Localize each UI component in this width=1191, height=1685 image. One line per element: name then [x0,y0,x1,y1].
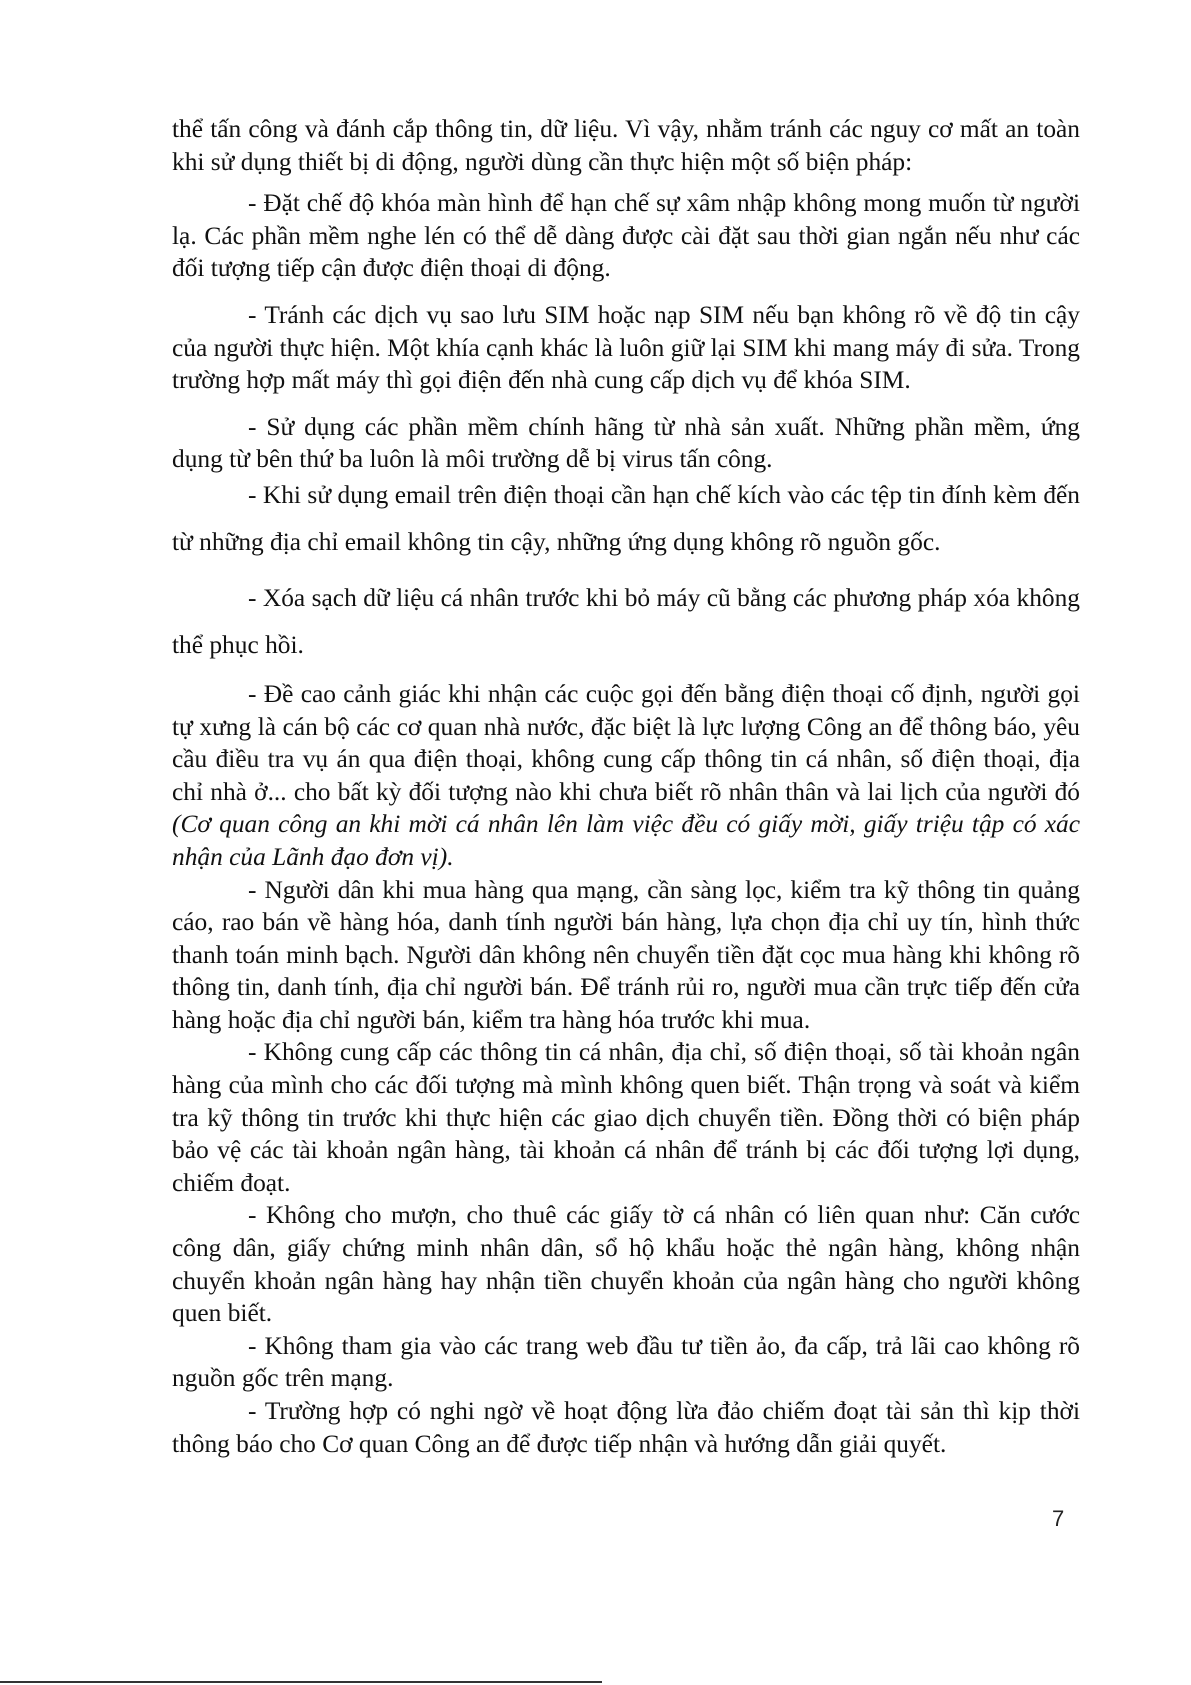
paragraph-official-software: - Sử dụng các phần mềm chính hãng từ nhà sản xuất. Những phần mềm, ứng dụng từ bên thứ ba luôn là môi trường dễ bị virus tấn công. [172,412,1080,474]
paragraph-online-shopping: - Người dân khi mua hàng qua mạng, cần sàng lọc, kiểm tra kỹ thông tin quảng cáo, rao bán về hàng hóa, danh tính người bán hàng, lựa chọn địa chỉ uy tín, hình thức thanh toán minh bạch. Người dân không nên chuyển tiền đặt cọc mua hàng khi không rõ thông tin, danh tính, địa chỉ người bán. Để tránh rủi ro, người mua cần trực tiếp đến cửa hàng hoặc địa chỉ người bán, kiểm tra hàng hóa trước khi mua. [172,875,1080,1034]
paragraph-intro: thể tấn công và đánh cắp thông tin, dữ liệu. Vì vậy, nhằm tránh các nguy cơ mất an toàn khi sử dụng thiết bị di động, người dùng cần thực hiện một số biện pháp: [172,115,1080,176]
body-text [172,113,1080,1460]
paragraph-report-police: - Trường hợp có nghi ngờ về hoạt động lừa đảo chiếm đoạt tài sản thì kịp thời thông báo cho Cơ quan Công an để được tiếp nhận và hướng dẫn giải quyết. [172,1397,1080,1458]
paragraph-crypto: - Không tham gia vào các trang web đầu tư tiền ảo, đa cấp, trả lãi cao không rõ nguồn gốc trên mạng. [172,1331,1080,1393]
paragraph-screen-lock: - Đặt chế độ khóa màn hình để hạn chế sự xâm nhập không mong muốn từ người lạ. Các phần mềm nghe lén có thể dễ dàng được cài đặt sau thời gian ngắn nếu như các đối tượng tiếp cận được điện thoại di động. [172,189,1080,283]
paragraph-personal-info: - Không cung cấp các thông tin cá nhân, địa chỉ, số điện thoại, số tài khoản ngân hàng của mình cho các đối tượng mà mình không quen biết. Thận trọng và soát và kiểm tra kỹ thông tin trước khi thực hiện các giao dịch chuyển tiền. Đồng thời có biện pháp bảo vệ các tài khoản ngân hàng, tài khoản cá nhân để tránh bị các đối tượng lợi dụng, chiếm đoạt. [172,1038,1080,1197]
phone-scam-note: (Cơ quan công an khi mời cá nhân lên làm việc đều có giấy mời, giấy triệu tập có xác nhận của Lãnh đạo đơn vị). [172,810,1080,871]
paragraph-phone-scam [172,678,1080,874]
paragraph-email-attachments: - Khi sử dụng email trên điện thoại cần hạn chế kích vào các tệp tin đính kèm đến từ những địa chỉ email không tin cậy, những ứng dụng không rõ nguồn gốc. [172,480,1080,556]
page-number: 7 [1052,1506,1065,1531]
paragraph-documents: - Không cho mượn, cho thuê các giấy tờ cá nhân có liên quan như: Căn cước công dân, giấy chứng minh nhân dân, sổ hộ khẩu hoặc thẻ ngân hàng, không nhận chuyển khoản ngân hàng hay nhận tiền chuyển khoản của ngân hàng cho người không quen biết. [172,1201,1080,1328]
paragraph-wipe-data: - Xóa sạch dữ liệu cá nhân trước khi bỏ máy cũ bằng các phương pháp xóa không thể phục hồi. [172,583,1080,659]
paragraph-sim-backup: - Tránh các dịch vụ sao lưu SIM hoặc nạp SIM nếu bạn không rõ về độ tin cậy của người thực hiện. Một khía cạnh khác là luôn giữ lại SIM khi mang máy đi sửa. Trong trường hợp mất máy thì gọi điện đến nhà cung cấp dịch vụ để khóa SIM. [172,300,1080,395]
phone-scam-text: - Đề cao cảnh giác khi nhận các cuộc gọi đến bằng điện thoại cố định, người gọi tự xưng là cán bộ các cơ quan nhà nước, đặc biệt là lực lượng Công an để thông báo, yêu cầu điều tra vụ án qua điện thoại, không cung cấp thông tin cá nhân, số điện thoại, địa chỉ nhà ở... cho bất kỳ đối tượng nào khi chưa biết rõ nhân thân và lai lịch của người đó [172,679,1080,806]
bottom-rule [0,1681,602,1683]
